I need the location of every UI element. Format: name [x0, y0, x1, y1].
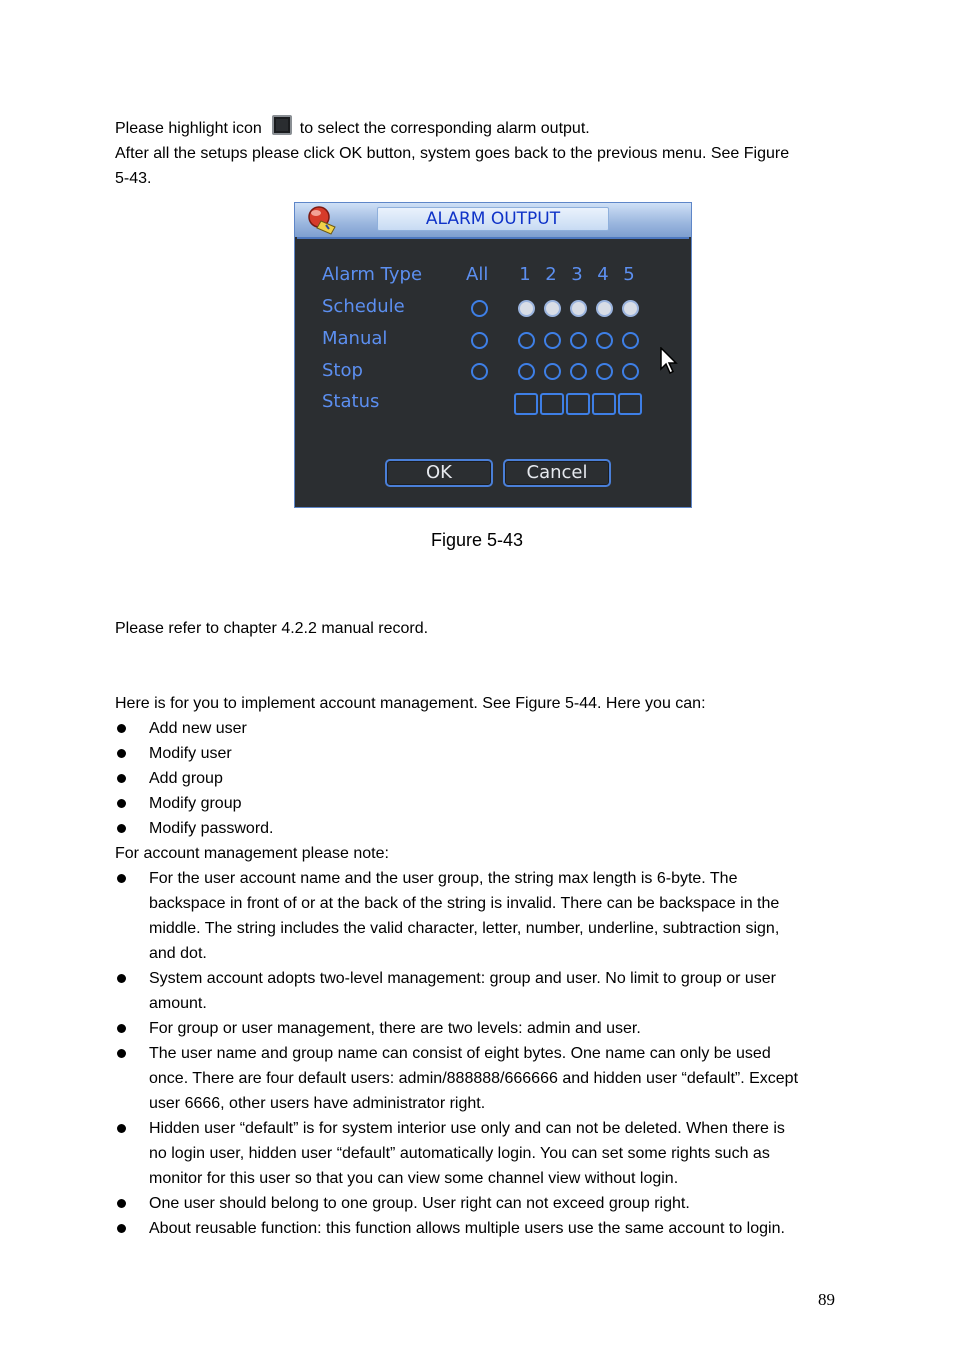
- schedule-ch2-radio[interactable]: [544, 300, 561, 317]
- note-line: once. There are four default users: admin/888888/666666 and hidden user “default”. Except: [149, 1070, 799, 1087]
- bullet-icon: [117, 1049, 126, 1058]
- note-line: About reusable function: this function allows multiple users use the same account to login.: [149, 1220, 785, 1237]
- column-3: 3: [571, 264, 583, 285]
- note-line: and dot.: [149, 945, 207, 962]
- alarm-app-icon: [305, 205, 341, 235]
- note-line: middle. The string includes the valid character, letter, number, underline, subtraction sign,: [149, 920, 780, 937]
- intro-text-after-icon: to select the corresponding alarm output.: [299, 120, 590, 137]
- list-item: Modify password.: [149, 820, 274, 837]
- schedule-ch3-radio[interactable]: [570, 300, 587, 317]
- manual-ch1-radio[interactable]: [518, 332, 535, 349]
- label-status: Status: [322, 391, 380, 412]
- stop-ch2-radio[interactable]: [544, 363, 561, 380]
- bullet-icon: [117, 749, 126, 758]
- bullet-icon: [117, 1224, 126, 1233]
- list-item: Add group: [149, 770, 223, 787]
- column-5: 5: [623, 264, 635, 285]
- note-line: amount.: [149, 995, 207, 1012]
- note-line: System account adopts two-level management: group and user. No limit to group or user: [149, 970, 776, 987]
- note-line: Hidden user “default” is for system interior use only and can not be deleted. When there is: [149, 1120, 785, 1137]
- checkbox-icon: [272, 115, 292, 135]
- label-schedule: Schedule: [322, 296, 405, 317]
- list-item: Modify user: [149, 745, 232, 762]
- label-manual: Manual: [322, 328, 388, 349]
- schedule-all-radio[interactable]: [471, 300, 488, 317]
- bullet-icon: [117, 974, 126, 983]
- account-intro: Here is for you to implement account management. See Figure 5-44. Here you can:: [115, 695, 706, 712]
- alarm-output-dialog: [294, 202, 692, 508]
- mouse-cursor-icon: [660, 347, 680, 375]
- status-ch1-indicator: [514, 393, 538, 415]
- bullet-icon: [117, 724, 126, 733]
- bullet-icon: [117, 799, 126, 808]
- note-line: The user name and group name can consist of eight bytes. One name can only be used: [149, 1045, 771, 1062]
- figure-caption: Figure 5-43: [430, 530, 524, 550]
- manual-record-text: Please refer to chapter 4.2.2 manual record.: [115, 620, 429, 637]
- manual-ch3-radio[interactable]: [570, 332, 587, 349]
- schedule-ch1-radio[interactable]: [518, 300, 535, 317]
- status-ch3-indicator: [566, 393, 590, 415]
- intro-line-2: After all the setups please click OK button, system goes back to the previous menu. See Figure: [115, 145, 790, 162]
- bullet-icon: [117, 774, 126, 783]
- intro-line-1: [115, 115, 590, 141]
- note-line: no login user, hidden user “default” automatically login. You can set some rights such as: [149, 1145, 770, 1162]
- intro-text-before-icon: Please highlight icon: [115, 120, 262, 137]
- bullet-icon: [117, 1124, 126, 1133]
- note-heading: For account management please note:: [115, 845, 389, 862]
- column-all: All: [466, 264, 489, 285]
- status-ch2-indicator: [540, 393, 564, 415]
- cancel-button[interactable]: Cancel: [503, 459, 611, 487]
- schedule-ch5-radio[interactable]: [622, 300, 639, 317]
- label-stop: Stop: [322, 360, 363, 381]
- bullet-icon: [117, 874, 126, 883]
- bullet-icon: [117, 824, 126, 833]
- manual-all-radio[interactable]: [471, 332, 488, 349]
- manual-ch5-radio[interactable]: [622, 332, 639, 349]
- label-alarm-type: Alarm Type: [322, 264, 423, 285]
- note-line: backspace in front of or at the back of the string is invalid. There can be backspace in the: [149, 895, 780, 912]
- manual-ch4-radio[interactable]: [596, 332, 613, 349]
- schedule-ch4-radio[interactable]: [596, 300, 613, 317]
- note-line: For the user account name and the user group, the string max length is 6-byte. The: [149, 870, 738, 887]
- manual-ch2-radio[interactable]: [544, 332, 561, 349]
- note-line: One user should belong to one group. User right can not exceed group right.: [149, 1195, 690, 1212]
- stop-ch3-radio[interactable]: [570, 363, 587, 380]
- column-1: 1: [519, 264, 531, 285]
- status-ch4-indicator: [592, 393, 616, 415]
- bullet-icon: [117, 1199, 126, 1208]
- column-4: 4: [597, 264, 609, 285]
- status-ch5-indicator: [618, 393, 642, 415]
- list-item: Modify group: [149, 795, 242, 812]
- dialog-titlebar: [295, 203, 691, 237]
- note-line: monitor for this user so that you can view some channel view without login.: [149, 1170, 679, 1187]
- page-number: 89: [818, 1290, 835, 1309]
- note-line: For group or user management, there are two levels: admin and user.: [149, 1020, 641, 1037]
- bullet-icon: [117, 1024, 126, 1033]
- stop-all-radio[interactable]: [471, 363, 488, 380]
- stop-ch5-radio[interactable]: [622, 363, 639, 380]
- dialog-body: [297, 237, 689, 507]
- intro-line-3: 5-43.: [115, 170, 152, 187]
- note-line: user 6666, other users have administrator right.: [149, 1095, 486, 1112]
- list-item: Add new user: [149, 720, 247, 737]
- stop-ch1-radio[interactable]: [518, 363, 535, 380]
- dialog-title: ALARM OUTPUT: [377, 207, 609, 231]
- ok-button[interactable]: OK: [385, 459, 493, 487]
- stop-ch4-radio[interactable]: [596, 363, 613, 380]
- column-2: 2: [545, 264, 557, 285]
